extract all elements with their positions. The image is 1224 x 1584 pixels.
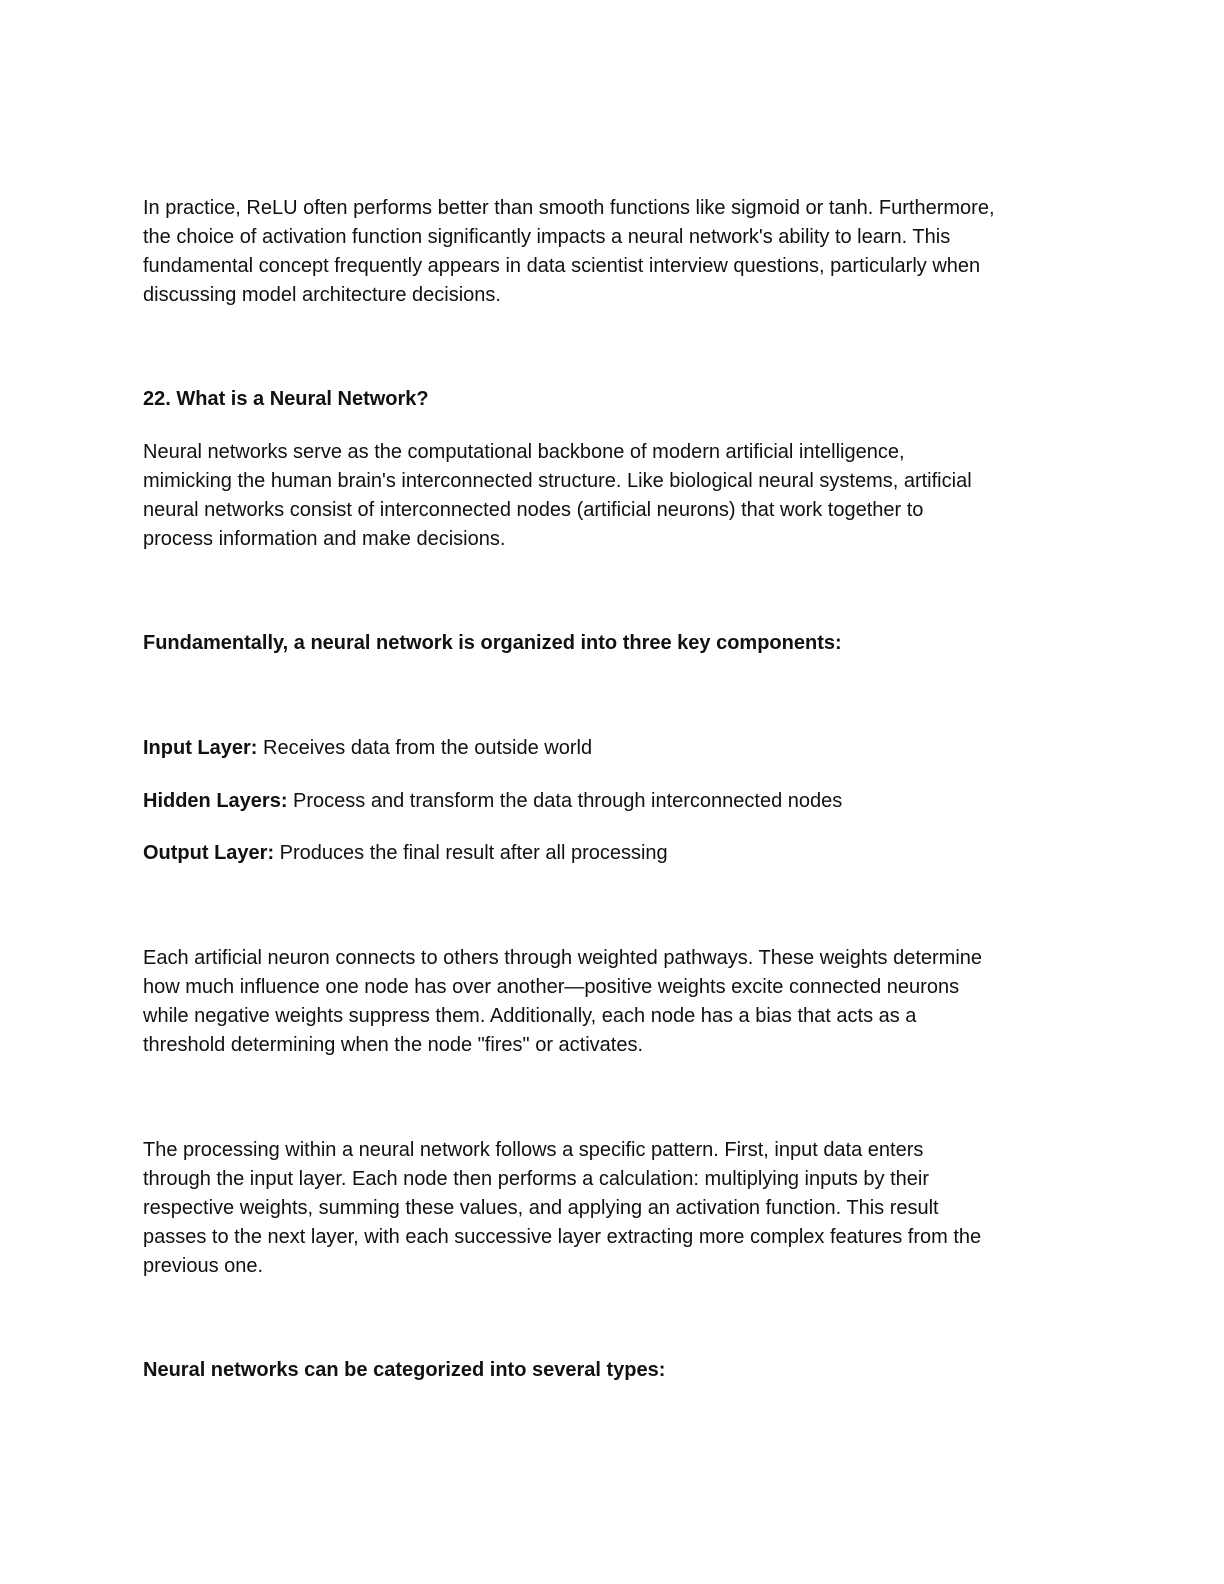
text-line: how much influence one node has over another—positive weights excite connected neurons bbox=[143, 976, 960, 998]
component-term: Input Layer: bbox=[143, 737, 258, 759]
text-line: process information and make decisions. bbox=[143, 528, 506, 550]
text-line: previous one. bbox=[143, 1255, 264, 1277]
component-hidden-layers bbox=[143, 787, 842, 816]
text-line: passes to the next layer, with each successive layer extracting more complex features from the bbox=[143, 1226, 982, 1248]
component-desc: Produces the final result after all processing bbox=[274, 842, 668, 864]
processing-paragraph bbox=[143, 1136, 981, 1281]
components-heading: Fundamentally, a neural network is organized into three key components: bbox=[143, 632, 842, 654]
component-output-layer bbox=[143, 839, 668, 868]
component-desc: Receives data from the outside world bbox=[257, 737, 593, 759]
text-line: discussing model architecture decisions. bbox=[143, 284, 501, 306]
text-line: the choice of activation function significantly impacts a neural network's ability to learn. This bbox=[143, 226, 951, 248]
intro-paragraph bbox=[143, 194, 995, 310]
text-line: The processing within a neural network follows a specific pattern. First, input data enters bbox=[143, 1139, 924, 1161]
section-heading: 22. What is a Neural Network? bbox=[143, 388, 429, 410]
component-desc: Process and transform the data through interconnected nodes bbox=[287, 790, 843, 812]
text-line: mimicking the human brain's interconnected structure. Like biological neural systems, artificial bbox=[143, 470, 972, 492]
text-line: while negative weights suppress them. Additionally, each node has a bias that acts as a bbox=[143, 1005, 917, 1027]
component-term: Hidden Layers: bbox=[143, 790, 288, 812]
text-line: Neural networks serve as the computational backbone of modern artificial intelligence, bbox=[143, 441, 905, 463]
text-line: through the input layer. Each node then performs a calculation: multiplying inputs by their bbox=[143, 1168, 930, 1190]
text-line: threshold determining when the node "fires" or activates. bbox=[143, 1034, 644, 1056]
types-heading: Neural networks can be categorized into several types: bbox=[143, 1359, 666, 1381]
text-line: respective weights, summing these values, and applying an activation function. This result bbox=[143, 1197, 939, 1219]
weights-paragraph bbox=[143, 944, 982, 1060]
component-input-layer bbox=[143, 734, 592, 763]
text-line: Each artificial neuron connects to others through weighted pathways. These weights determine bbox=[143, 947, 983, 969]
text-line: fundamental concept frequently appears in data scientist interview questions, particularly when bbox=[143, 255, 981, 277]
text-line: neural networks consist of interconnected nodes (artificial neurons) that work together to bbox=[143, 499, 924, 521]
component-term: Output Layer: bbox=[143, 842, 275, 864]
text-line: In practice, ReLU often performs better than smooth functions like sigmoid or tanh. Furthermore, bbox=[143, 197, 995, 219]
definition-paragraph bbox=[143, 438, 972, 554]
